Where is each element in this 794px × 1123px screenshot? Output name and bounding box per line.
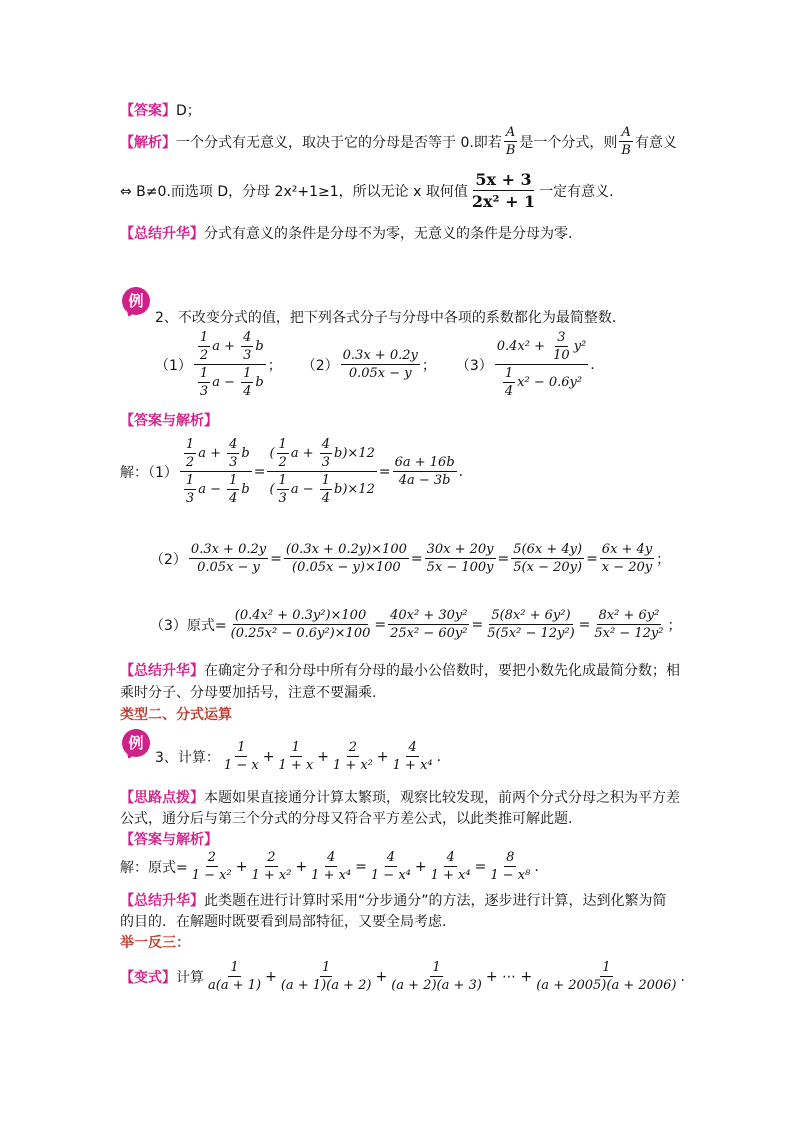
hint-3-text-1: 本题如果直接通分计算太繁琐，观察比较发现，前两个分式分母之积为平方差: [204, 790, 680, 806]
practice-text: 计算: [176, 969, 204, 986]
item-3-label: （3）: [455, 357, 493, 374]
item-1-label: （1）: [155, 357, 192, 374]
analysis-line-1: [120, 125, 677, 158]
answer-3-line: [120, 829, 218, 849]
hint-3-tag: 【思路点拨】: [120, 790, 204, 806]
ex3-f2: $\frac{1}{1 + x}$: [278, 740, 314, 773]
solution-2: （2） $\frac{0.3x + 0.2y}{0.05x - y}$ = $\frac{(0.3x + 0.2y)\times 100}{(0.05x - y)\times 100}$ = $\frac{30x + 20y}{5x - 100y}$ = $\frac{5(6x + 4y)}{5(x - 20y)}$ = $\frac{6x + 4y}{x - 20y}$ ；: [150, 542, 671, 575]
answer-2-line: [120, 410, 218, 430]
analysis-text-2b: 一定有意义.: [539, 183, 614, 200]
hint-3-line-1: [120, 787, 680, 807]
ans3-f2: $\frac{2}{\text{1 + x²}}$: [251, 850, 292, 883]
fraction-a-over-b-2: $\frac{A}{B}$: [621, 125, 631, 158]
pr-f1: $\frac{1}{a(a + 1)}$: [208, 960, 262, 993]
ans3-f3: $\frac{4}{\text{1 + x⁴}}$: [311, 850, 352, 883]
example-2-items: （1） $\frac{1}{2}$ a + $\frac{4}{3}$ b $\frac{1}{3}$ a − $\frac{1}{4}$ b ； （2） $\frac{0.3x + 0.2y}{0.05x - y}$ ； （3） 0.4x² + $\frac{3}{10}$ y² $\frac{1}{4}$ x² − 0.6y² .: [155, 330, 595, 399]
sol-2-f3: $\frac{30x + 20y}{5x - 100y}$: [426, 542, 494, 575]
fraction-5x-plus-3: $\frac{5x + 3}{\text{2x² + 1}}$: [471, 170, 536, 211]
solution-2-label: （2）: [150, 551, 187, 568]
ans3-f1: $\frac{2}{\text{1 − x²}}$: [191, 850, 232, 883]
answer-text: D；: [176, 103, 201, 119]
example-2-text: 2、不改变分式的值，把下列各式分子与分母中各项的系数都化为最简整数.: [155, 310, 617, 326]
ans3-f6: $\frac{8}{\text{1 − x⁸}}$: [490, 850, 531, 883]
sol-3-f4: $\frac{\text{8x² + 6y²}}{\text{5x² − 12y²}}$: [594, 608, 664, 641]
ans3-f5: $\frac{4}{\text{1 + x⁴}}$: [430, 850, 471, 883]
summary-3-line-1: [120, 890, 667, 910]
practice-title: 举一反三：: [120, 935, 190, 951]
answer-3-tag: 【答案与解析】: [120, 832, 218, 848]
example-3-text: 3、计算：: [155, 749, 220, 766]
answer-3-solution: 解：原式= $\frac{2}{\text{1 − x²}}$ + $\frac{2}{\text{1 + x²}}$ + $\frac{4}{\text{1 + x⁴}}$ = $\frac{4}{\text{1 − x⁴}}$ + $\frac{4}{\text{1 + x⁴}}$ = $\frac{8}{\text{1 − x⁸}}$ .: [120, 850, 539, 883]
sol-1-frac-a: $\frac{1}{2}$ a + $\frac{4}{3}$ b $\frac{1}{3}$ a − $\frac{1}{4}$ b: [180, 437, 252, 506]
solution-1: 解：（1） $\frac{1}{2}$ a + $\frac{4}{3}$ b $\frac{1}{3}$ a − $\frac{1}{4}$ b = ( $\frac{1}{2}$ a + $\frac{4}{3}$ b)×12 ( $\frac{1}{3}$ a − $\frac{1}{4}$ b)×12 = $\frac{6a + 16b}{4a - 3b}$ .: [120, 437, 464, 506]
hint-3-text-2: 公式，通分后与第三个分式的分母又符合平方差公式，以此类推可解此题.: [120, 811, 573, 827]
expr-2: $\frac{0.3x + 0.2y}{0.05x - y}$: [342, 348, 418, 381]
analysis-line-2: [120, 170, 614, 211]
sol-3-f1: $\frac{\text{(0.4x² + 0.3y²)×100}}{\text{(0.25x² − 0.6y²)×100}}$: [230, 608, 371, 641]
section-title: 类型二、分式运算: [120, 707, 232, 723]
solution-3: （3）原式= $\frac{\text{(0.4x² + 0.3y²)×100}}{\text{(0.25x² − 0.6y²)×100}}$ = $\frac{\text{40x² + 30y²}}{\text{25x² − 60y²}}$ = $\frac{\text{5(8x² + 6y²)}}{\text{5(5x² − 12y²)}}$ = $\frac{\text{8x² + 6y²}}{\text{5x² − 12y²}}$ ；: [150, 608, 682, 641]
summary-tag: 【总结升华】: [120, 226, 204, 242]
pr-f4: $\frac{1}{(a + 2005)(a + 2006)}$: [536, 960, 677, 993]
expr-3: 0.4x² + $\frac{3}{10}$ y² $\frac{1}{4}$ x² − 0.6y²: [496, 330, 587, 399]
summary-3-tag: 【总结升华】: [120, 893, 204, 909]
expr-1: $\frac{1}{2}$ a + $\frac{4}{3}$ b $\frac{1}{3}$ a − $\frac{1}{4}$ b: [194, 330, 266, 399]
answer-tag: 【答案】: [120, 103, 176, 119]
summary-line-1: [120, 223, 572, 243]
example-badge: 例: [122, 287, 150, 315]
answer-2-tag: 【答案与解析】: [120, 413, 218, 429]
summary-3-text-2: 的目的．在解题时既要看到局部特征，又要全局考虑.: [120, 914, 447, 930]
fraction-a-over-b: $\frac{A}{B}$: [505, 125, 516, 158]
ans3-f4: $\frac{4}{\text{1 − x⁴}}$: [370, 850, 411, 883]
practice-line: 【变式】 计算 $\frac{1}{a(a + 1)}$ + $\frac{1}{(a + 1)(a + 2)}$ + $\frac{1}{(a + 2)(a + 3)}$ + ⋯ + $\frac{1}{(a + 2005)(a + 2006)}$ .: [120, 960, 685, 993]
analysis-text-1: 一个分式有无意义，取决于它的分母是否等于 0.即若: [176, 134, 502, 151]
summary-text: 分式有意义的条件是分母不为零，无意义的条件是分母为零.: [204, 226, 573, 242]
analysis-tag: 【解析】: [120, 134, 176, 151]
sol-1-frac-b: ( $\frac{1}{2}$ a + $\frac{4}{3}$ b)×12 ( $\frac{1}{3}$ a − $\frac{1}{4}$ b)×12: [269, 437, 375, 506]
pr-f2: $\frac{1}{(a + 1)(a + 2)}$: [280, 960, 372, 993]
solution-1-label: 解：（1）: [120, 464, 178, 481]
sol-2-f4: $\frac{5(6x + 4y)}{5(x - 20y)}$: [513, 542, 583, 575]
analysis-text-2a: ⇔ B≠0.而选项 D，分母 2x²+1≥1，所以无论 x 取何值: [120, 183, 468, 200]
solution-3-label: （3）原式=: [150, 617, 227, 634]
practice-tag: 【变式】: [120, 969, 176, 986]
sol-2-f5: $\frac{6x + 4y}{x - 20y}$: [601, 542, 653, 575]
sol-3-f3: $\frac{\text{5(8x² + 6y²)}}{\text{5(5x² − 12y²)}}$: [487, 608, 575, 641]
sol-2-f1: $\frac{0.3x + 0.2y}{0.05x - y}$: [190, 542, 267, 575]
sol-3-f2: $\frac{\text{40x² + 30y²}}{\text{25x² − 60y²}}$: [390, 608, 468, 641]
item-2-label: （2）: [301, 357, 339, 374]
example-3-badge: 例: [122, 729, 150, 757]
pr-f3: $\frac{1}{(a + 2)(a + 3)}$: [391, 960, 482, 993]
sol-2-f2: $\frac{(0.3x + 0.2y)\times 100}{(0.05x - y)\times 100}$: [285, 542, 407, 575]
ex3-f4: $\frac{4}{\text{1 + x⁴}}$: [392, 740, 433, 773]
summary-2-text-2: 乘时分子、分母要加括号，注意不要漏乘.: [120, 685, 377, 701]
ex3-f1: $\frac{1}{1 - x}$: [223, 740, 259, 773]
ex3-f3: $\frac{2}{\text{1 + x²}}$: [332, 740, 373, 773]
analysis-text-1b: 是一个分式，则: [519, 134, 618, 151]
answer-line-1: [120, 100, 201, 120]
summary-2-tag: 【总结升华】: [120, 663, 204, 679]
example-3: 3、计算： $\frac{1}{1 - x}$ + $\frac{1}{1 + x}$ + $\frac{2}{\text{1 + x²}}$ + $\frac{4}{\text{1 + x⁴}}$ .: [155, 740, 442, 773]
answer-3-jie: 解：原式=: [120, 859, 188, 876]
analysis-text-1c: 有意义: [634, 134, 677, 151]
summary-2-line-1: [120, 660, 680, 680]
summary-3-text-1: 此类题在进行计算时采用“分步通分”的方法，逐步进行计算，达到化繁为简: [204, 893, 667, 909]
sol-1-frac-c: $\frac{6a + 16b}{4a - 3b}$: [394, 455, 455, 488]
summary-2-text-1: 在确定分子和分母中所有分母的最小公倍数时，要把小数先化成最简分数；相: [204, 663, 680, 679]
